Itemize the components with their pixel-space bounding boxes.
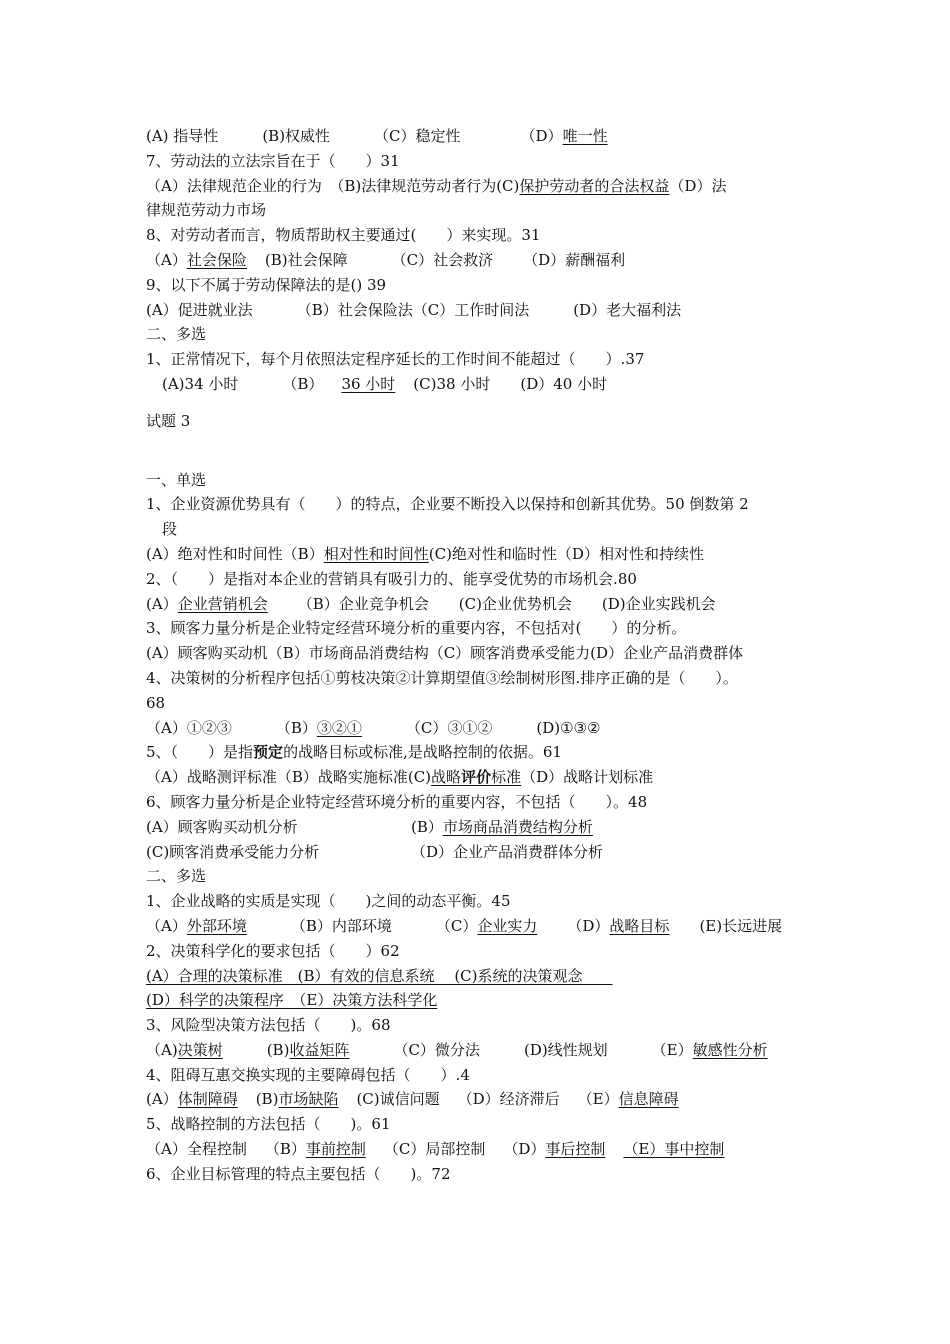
m2-options-row2-answer: (D）科学的决策程序 （E）决策方法科学化 (146, 991, 438, 1010)
s6-option-c: (C)顾客消费承受能力分析 (146, 842, 320, 861)
q6-option-b: (B)权威性 (262, 127, 331, 145)
m5-option-b-answer: 事前控制 (305, 1140, 366, 1159)
s5-question-start: 5、（ ）是指 (146, 743, 254, 762)
m3-options (146, 1038, 826, 1063)
s4-option-b-answer: ③②① (316, 718, 362, 737)
m4-option-a-answer: 体制障碍 (177, 1090, 238, 1109)
s5-question-end: 的战略目标或标准,是战略控制的依据。61 (283, 743, 562, 762)
m2-options-row1-answer: (A）合理的决策标准 (B）有效的信息系统 (C)系统的决策观念 (146, 966, 613, 985)
q6-option-d-label: （D） (520, 127, 563, 145)
m5-option-a: （A）全程控制 (146, 1140, 247, 1159)
q7-options-continued: 律规范劳动力市场 (146, 201, 267, 220)
s4-question-continued: 68 (146, 693, 166, 712)
q6-options (146, 124, 826, 149)
q9-option-bc: （B）社会保险法（C）工作时间法 (296, 300, 530, 319)
q6-option-c: （C）稳定性 (374, 127, 461, 145)
s4-option-b-label: （B） (275, 718, 317, 737)
m1-2-option-d-label: （D） (567, 916, 610, 935)
m3-option-b-label: (B) (266, 1040, 290, 1059)
s6-options-row1 (146, 815, 826, 840)
s2-question: 2、（ ）是指对本企业的营销具有吸引力的、能享受优势的市场机会.80 (146, 569, 637, 588)
m3-option-a-label: （A) (146, 1040, 178, 1059)
s1-option-a: (A）绝对性和时间性（B） (146, 544, 324, 563)
m1-option-b-label: （B） (282, 374, 324, 393)
s5-option-c-answer-2: 评价 (461, 768, 492, 787)
multi-choice-heading-2: 二、多选 (146, 867, 207, 886)
s5-option-ab: （A）战略测评标准（B）战略实施标准(C) (146, 768, 432, 787)
q8-option-c: （C）社会救济 (391, 250, 494, 269)
s6-option-b-answer: 市场商品消费结构分析 (442, 817, 593, 836)
q8-option-b: (B)社会保障 (264, 250, 348, 269)
s6-option-a: (A）顾客购买动机分析 (146, 817, 298, 836)
s1-option-b-answer: 相对性和时间性 (323, 544, 429, 563)
m1-2-option-b: （B）内部环境 (290, 916, 392, 935)
m5-option-c: （C）局部控制 (383, 1140, 486, 1159)
q7-option-d: （D）法 (669, 176, 727, 195)
s5-option-c-answer-1: 战略 (431, 768, 462, 787)
m3-option-e-label: （E） (651, 1040, 693, 1059)
q7-option-c-answer: 保护劳动者的合法权益 (519, 176, 670, 195)
q8-option-a-answer: 社会保险 (186, 250, 247, 269)
test3-title: 试题 3 (146, 411, 191, 430)
m1-options-2 (146, 914, 826, 939)
s6-option-b-label: (B） (411, 817, 443, 836)
s4-options (146, 716, 826, 741)
s5-question-bold: 预定 (253, 743, 284, 762)
m4-options (146, 1087, 826, 1112)
s2-option-a-answer: 企业营销机会 (177, 594, 268, 613)
m1-options (146, 372, 826, 397)
single-choice-heading: 一、单选 (146, 470, 207, 489)
q9-question: 9、以下不属于劳动保障法的是() 39 (146, 275, 387, 294)
s5-question (146, 740, 826, 765)
m3-option-c: （C）微分法 (393, 1040, 480, 1059)
s2-options (146, 592, 826, 617)
s4-option-a: （A）①②③ (146, 718, 232, 737)
s4-option-c: （C）③①② (405, 718, 493, 737)
q9-option-a: (A）促进就业法 (146, 300, 253, 319)
s2-option-b: （B）企业竞争机会 (297, 594, 429, 613)
m2-question: 2、决策科学化的要求包括（ ）62 (146, 941, 400, 960)
m4-question: 4、阻碍互惠交换实现的主要障碍包括（ ）.4 (146, 1065, 470, 1084)
m3-question: 3、风险型决策方法包括（ )。68 (146, 1016, 391, 1035)
m1-question-2: 1、企业战略的实质是实现（ )之间的动态平衡。45 (146, 892, 511, 911)
m3-option-a-answer: 决策树 (177, 1040, 223, 1059)
q8-option-a-label: （A） (146, 250, 187, 269)
m1-2-option-a-answer: 外部环境 (186, 916, 247, 935)
m5-option-e-answer: （E）事中控制 (623, 1140, 725, 1159)
m5-option-d-label: （D） (503, 1140, 546, 1159)
s2-option-d: (D)企业实践机会 (601, 594, 716, 613)
s3-options: (A）顾客购买动机（B）市场商品消费结构（C）顾客消费承受能力(D）企业产品消费群体 (146, 644, 744, 663)
s3-question: 3、顾客力量分析是企业特定经营环境分析的重要内容，不包括对( ）的分析。 (146, 619, 687, 638)
s1-question-continued: 段 (162, 520, 178, 539)
s5-option-c-answer-3: 标准 (491, 768, 522, 787)
m1-2-option-c-answer: 企业实力 (477, 916, 538, 935)
q9-option-d: (D）老大福利法 (573, 300, 682, 319)
m1-2-option-e: (E)长远进展 (699, 916, 783, 935)
s2-option-c: (C)企业优势机会 (458, 594, 572, 613)
s5-options (146, 765, 826, 790)
q6-option-d-answer: 唯一性 (562, 127, 608, 145)
m4-option-e-label: （E） (577, 1090, 619, 1109)
m3-option-d: (D)线性规划 (523, 1040, 608, 1059)
m1-option-d: (D）40 小时 (520, 374, 608, 393)
m5-question: 5、战略控制的方法包括（ )。61 (146, 1115, 391, 1134)
m1-option-c: (C)38 小时 (413, 374, 491, 393)
s1-options (146, 542, 826, 567)
m3-option-e-answer: 敏感性分析 (692, 1040, 768, 1059)
m1-option-a: (A)34 小时 (162, 374, 239, 393)
q9-options (146, 298, 826, 323)
s6-options-row2 (146, 840, 826, 865)
q7-question: 7、劳动法的立法宗旨在于（ ）31 (146, 151, 400, 170)
s1-option-cd: (C)绝对性和临时性（D）相对性和持续性 (428, 544, 704, 563)
s1-question: 1、企业资源优势具有（ ）的特点，企业要不断投入以保持和创新其优势。50 倒数第 2 (146, 495, 749, 514)
multi-choice-heading: 二、多选 (146, 325, 207, 344)
q8-question: 8、对劳动者而言，物质帮助权主要通过( ）来实现。31 (146, 226, 541, 245)
m4-option-b-answer: 市场缺陷 (278, 1090, 339, 1109)
q6-option-a: (A) 指导性 (146, 127, 219, 145)
m1-2-option-a-label: （A） (146, 916, 187, 935)
q7-options (146, 174, 826, 199)
m4-option-b-label: (B) (255, 1090, 279, 1109)
m4-option-e-answer: 信息障碍 (618, 1090, 679, 1109)
m4-option-a-label: (A） (146, 1090, 178, 1109)
s4-question: 4、决策树的分析程序包括①剪枝决策②计算期望值③绘制树形图.排序正确的是（ ）。 (146, 668, 738, 687)
m6-question: 6、企业目标管理的特点主要包括（ )。72 (146, 1164, 451, 1183)
m5-options (146, 1137, 826, 1162)
m4-option-c: (C)诚信问题 (356, 1090, 440, 1109)
m1-question: 1、正常情况下，每个月依照法定程序延长的工作时间不能超过（ ）.37 (146, 350, 645, 369)
s5-option-d: （D）战略计划标准 (521, 768, 654, 787)
s4-option-d: (D)①③② (536, 718, 601, 737)
m5-option-d-answer: 事后控制 (545, 1140, 606, 1159)
m3-option-b-answer: 收益矩阵 (289, 1040, 350, 1059)
document-content (146, 124, 826, 1187)
m5-option-b-label: （B） (264, 1140, 306, 1159)
q7-option-ab: （A）法律规范企业的行为 （B)法律规范劳动者行为(C) (146, 176, 520, 195)
m1-2-option-c-label: （C） (435, 916, 478, 935)
s6-question: 6、顾客力量分析是企业特定经营环境分析的重要内容，不包括（ ）。48 (146, 792, 648, 811)
s6-option-d: （D）企业产品消费群体分析 (411, 842, 604, 861)
q8-option-d: （D）薪酬福利 (523, 250, 626, 269)
q8-options (146, 248, 826, 273)
m1-option-b-answer: 36 小时 (341, 374, 396, 393)
s2-option-a-label: (A） (146, 594, 178, 613)
m1-2-option-d-answer: 战略目标 (609, 916, 670, 935)
m4-option-d: （D）经济滞后 (457, 1090, 560, 1109)
